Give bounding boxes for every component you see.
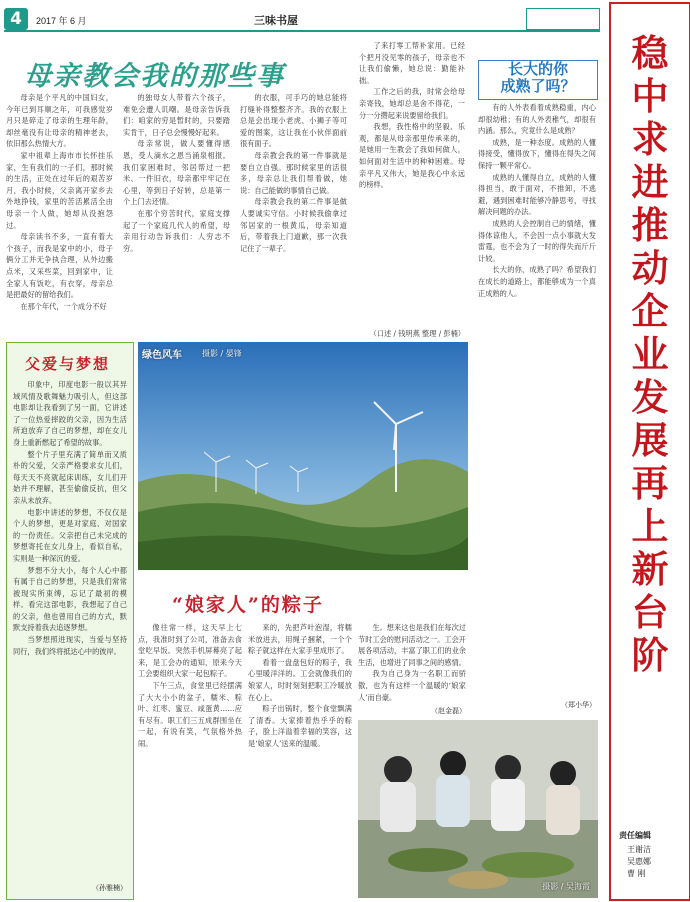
column-name: 三味书屋 [254, 14, 298, 27]
paragraph: 来的，先把芦叶泡湿，将糯米放进去，用绳子捆紧，一个个粽子就这样在大家手里成形了。 [248, 623, 352, 656]
slogan-text: 稳中求进 推动企业发展再上新台阶 [631, 31, 669, 677]
paragraph: 母亲是个平凡的中国妇女，今年已到耳顺之年，可我感觉岁月只是碎走了母亲的生理年龄，却丝毫没有让母亲的精神老去，依旧那么热情大方。 [6, 93, 113, 149]
page-number: 4 [4, 8, 28, 30]
slogan-column [609, 2, 690, 901]
editor-name: 吴惠娜 [627, 857, 651, 866]
paragraph: 有的人外表看着成熟稳重，内心却很幼稚；有的人外表稚气，却很有内涵。那么，究竟什么是成熟？ [478, 103, 596, 136]
paragraph: 电影中讲述的梦想，不仅仅是个人的梦想，更是对家庭、对国家的一份责任。父亲把自己未完成的梦想寄托在女儿身上，看似自私，实则是一种深沉的爱。 [13, 507, 127, 563]
article1-col1 [6, 92, 113, 332]
article2-box [6, 342, 134, 900]
paragraph: 了来打零工帮补家用。已经个把月没见零的孩子，母亲也不让我们偷懒，她总说：勤能补拙。 [359, 41, 465, 85]
issue-date: 2017 年 6 月 [36, 16, 87, 26]
article1-title: 母亲教会我的那些事 [24, 61, 285, 92]
zongzi-photo [358, 720, 598, 898]
article1-author: （口述 / 钱明燕 整理 / 彭楠） [369, 329, 465, 338]
wind-turbine-photo [138, 342, 468, 570]
paragraph: 的独母女人带着六个孩子，难免会遭人讥嘲。是母亲告诉我们：咱家的穷是暂时的，只要踏实肯干，日子总会慢慢好起来。 [123, 93, 230, 137]
page-header [4, 6, 600, 32]
editor-heading: 责任编辑 [619, 831, 651, 840]
article1-col3 [240, 92, 347, 332]
paragraph: 看着一盘盘包好的粽子，我心里暖洋洋的。工会就像我们的娘家人，时时刻刻把职工冷暖放在心上。 [248, 657, 352, 702]
paragraph: 长大的你，成熟了吗？希望我们在成长的道路上，都能够成为一个真正成熟的人。 [478, 265, 596, 298]
paragraph: 像往常一样，这天早上七点，我准时到了公司，准备去食堂吃早饭。突然手机屏幕亮了起来，是工会办的通知，原来今天工会要组织大家一起包粽子。 [138, 623, 242, 679]
paragraph: 生。想来这也是我们在每次过节时工会的慰问活动之一。工会开展各项活动，丰富了职工们的业余生活，也增进了同事之间的感情。 [358, 623, 466, 667]
paragraph: 的衣服，可手巧的她总能将打缝补得整整齐齐。我的衣服上总是会出现小老虎、小狮子等可爱的图案，这让我在小伙伴面前很有面子。 [240, 93, 347, 149]
article2-author: （孙雅楠） [92, 884, 127, 892]
article2-title: 父爱与梦想 [25, 355, 111, 373]
paragraph: 母亲教会我的第一件事就是要自立自强。那时候家里的活很多，母亲总让我们帮着做，她说：自己能做的事情自己做。 [240, 150, 347, 195]
article3-col1 [138, 622, 242, 896]
article3-col3 [358, 622, 466, 706]
article3-col2 [248, 622, 352, 896]
paragraph: 在那个穷苦时代，家庭支撑起了一个家庭几代人的希望，母亲用行动告诉我们：人穷志不穷。 [123, 208, 230, 253]
editor-names [627, 844, 651, 880]
article1-col4 [359, 40, 465, 328]
photo-caption-credit: 摄影 / 晏锋 [202, 349, 242, 358]
editor-name: 王谢洁 [627, 845, 651, 854]
paragraph: 我为自己身为一名职工而骄傲，也为有这样一个温暖的‘娘家人’而自豪。 [358, 669, 466, 702]
paragraph: 母亲教会我的第二件事是做人要诚实守信。小时候我偷拿过邻居家的一根黄瓜，母亲知道后，带着我上门道歉，那一次我记住了一辈子。 [240, 197, 347, 253]
photo-caption-title: 绿色风车 [142, 350, 182, 361]
paragraph: 成熟的人懂得自立，成熟的人懂得担当，敢于面对，不推卸，不逃避，遇到困难时能够冷静思考，寻找解决问题的办法。 [478, 172, 596, 217]
article1-col2 [123, 92, 230, 332]
paragraph: 家中祖辈上海市市长怀挂乐家，生有我们的一子们，那时候的生活，正处在过年后的艰苦岁月，我小时候，父亲离开家乡去外地挣钱，家里的苦活累活全由母亲一个人做，她却从没抱怨过。 [6, 150, 113, 230]
paragraph: 在那个年代，一个成分不好 [20, 301, 107, 311]
article3-title: “娘家人”的粽子 [172, 594, 324, 616]
paragraph: 成熟的人会控制自己的情绪，懂得体谅他人，不会因一点小事就大发雷霆，也不会为了一时的得失而斤斤计较。 [478, 218, 596, 263]
article4-title-box [478, 60, 598, 100]
article2-body [13, 379, 127, 889]
landscape-image [138, 342, 468, 570]
paragraph: 成熟，是一种态度。成熟的人懂得接受，懂得放下，懂得在得失之间保持一颗平常心。 [478, 137, 596, 170]
paragraph: 工作之后的我，时常会给母亲寄钱，她却总是舍不得花，一分一分攒起来说要留给我们。 [359, 87, 465, 120]
paragraph: 我想，我性格中的坚毅、乐观，都是从母亲那里传承来的，是她用一生教会了我如何做人，如何面对生活中的种种困难。母亲平凡又伟大，她是我心中永远的榜样。 [359, 122, 465, 190]
article3-author: （赵金磊） [431, 707, 466, 715]
article4-title-line1: 长大的你 [507, 60, 568, 78]
paragraph: 印象中，印度电影一般以其异域风情及歌舞魅力吸引人，但这部电影却让我看到了另一面，它讲述了一位热爱摔跤的父亲，因为生活所迫放弃了自己的梦想，却在女儿身上重新燃起了希望的故事。 [13, 380, 127, 447]
paragraph: 粽子出锅时，整个食堂飘满了清香。大家捧着热乎乎的粽子，脸上洋溢着幸福的笑容，这是‘娘家人’送来的温暖。 [248, 704, 352, 748]
paragraph: 整个片子里充满了简单而又质朴的父爱，父亲严格要求女儿们，每天天不亮就起床训练，女儿们开始并不理解，甚至偷偷反抗，但父亲从未放弃。 [13, 449, 127, 505]
header-rule [4, 30, 600, 32]
article4-title-line2: 成熟了吗？ [500, 77, 576, 95]
paragraph: 母亲常说，做人要懂得感恩，受人滴水之恩当涌泉相报。我们家困难时，邻居帮过一把米、一件旧衣，母亲都牢牢记在心里，等到日子好转，总是第一个上门去还情。 [123, 139, 230, 207]
paragraph: 梦想不分大小，每个人心中都有属于自己的梦想，只是我们常常被现实所束缚，忘记了最初的模样。看完这部电影，我想起了自己的父亲，他也曾用自己的方式，默默支持着我去追逐梦想。 [13, 565, 127, 633]
editor-name: 曹 刚 [627, 869, 646, 878]
header-decor-box [526, 8, 600, 30]
article4-author: （郑小华） [561, 701, 596, 709]
article4-body [478, 102, 596, 702]
photo2-credit: 摄影 / 吴海霞 [542, 882, 590, 891]
paragraph: 下午三点，食堂里已经摆满了大大小小的盆子，糯米、粽叶、红枣、蜜豆、咸蛋黄……应有尽有。职工们三五成群围坐在一起，有说有笑，气氛格外热闹。 [138, 680, 242, 748]
paragraph: 当梦想照进现实，当爱与坚持同行，我们终将抵达心中的彼岸。 [13, 635, 127, 656]
paragraph: 母亲读书不多，一直有着大个孩子，而我是家中的小，母子俩分工并无争执合理，从外边搬点米，又采些菜，回到家中，让全家人有饭吃，有衣穿，母亲总是把最好的留给我们。 [6, 232, 113, 300]
people-making-zongzi-image [358, 720, 598, 898]
